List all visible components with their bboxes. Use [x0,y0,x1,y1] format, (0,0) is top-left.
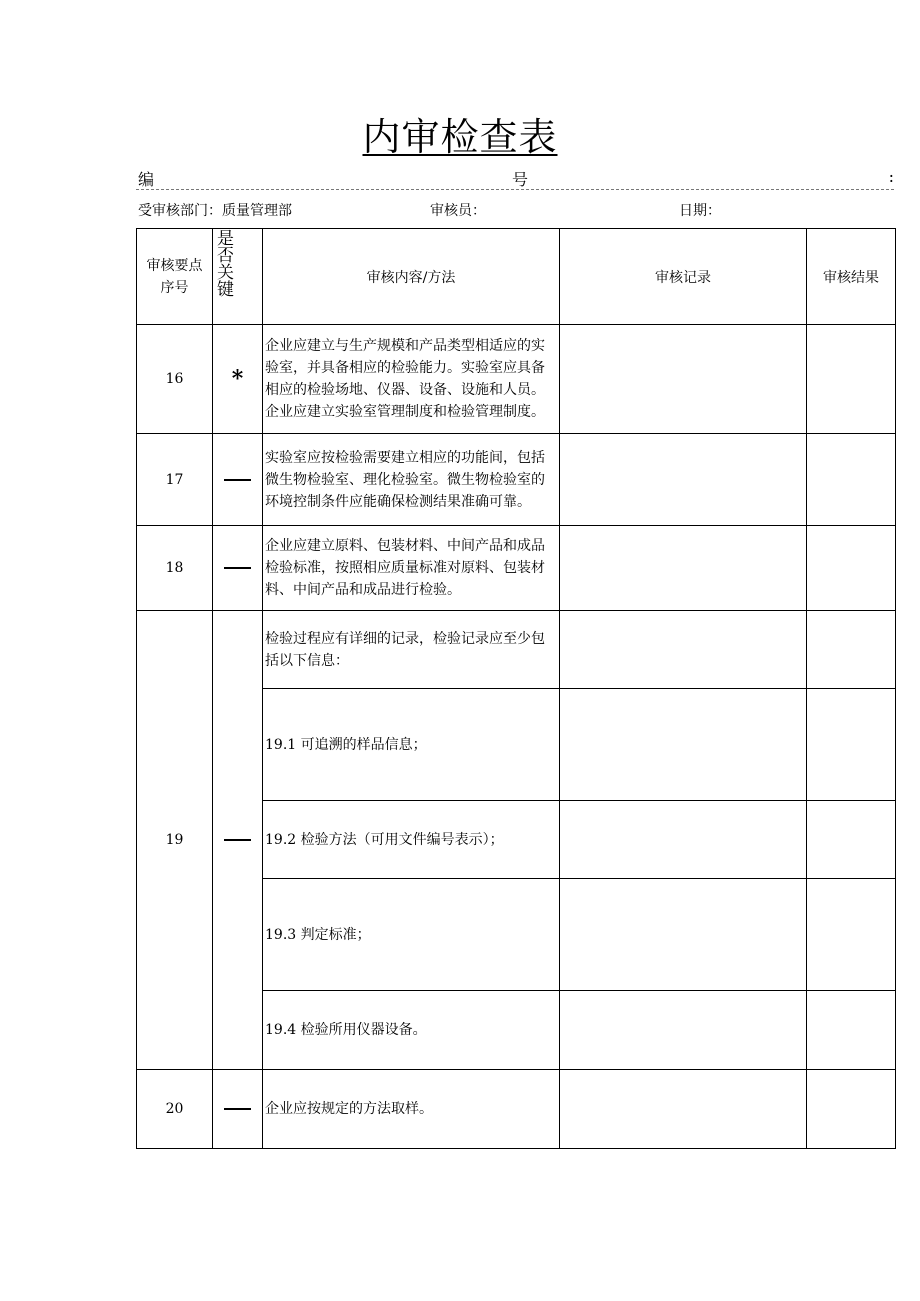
number-label-colon: : [888,167,894,186]
result-cell[interactable] [807,1070,896,1149]
audit-checklist-table [136,228,896,1149]
key-dash-mark [213,526,263,611]
header-seq: 审核要点序号 [137,229,213,325]
key-star-mark: * [213,325,263,434]
record-cell[interactable] [560,526,807,611]
record-cell[interactable] [560,689,807,801]
result-cell[interactable] [807,526,896,611]
document-title: 内审检查表 [362,115,558,159]
key-dash-mark [213,611,263,1070]
header-result: 审核结果 [807,229,896,325]
result-cell[interactable] [807,434,896,526]
subrow-content: 19.1 可追溯的样品信息； [263,689,560,801]
audited-department: 受审核部门：质量管理部 [138,203,292,219]
key-dash-mark [213,434,263,526]
record-cell[interactable] [560,1070,807,1149]
table-row [137,1070,896,1149]
subrow-content: 19.3 判定标准； [263,879,560,991]
record-cell[interactable] [560,434,807,526]
key-dash-mark [213,1070,263,1149]
header-key: 是否关键 [213,229,263,325]
result-cell[interactable] [807,879,896,991]
row-seq: 20 [137,1070,213,1149]
header-record: 审核记录 [560,229,807,325]
result-cell[interactable] [807,991,896,1070]
document-number-row [136,167,894,190]
row-content: 实验室应按检验需要建立相应的功能间，包括微生物检验室、理化检验室。微生物检验室的环境控制条件应能确保检测结果准确可靠。 [263,434,560,526]
row-seq: 18 [137,526,213,611]
table-header-row [137,229,896,325]
table-row [137,434,896,526]
table-row [137,526,896,611]
subrow-content: 19.2 检验方法（可用文件编号表示）； [263,801,560,879]
date-label: 日期： [679,203,721,219]
audit-info-row [136,198,894,220]
subrow-content: 19.4 检验所用仪器设备。 [263,991,560,1070]
header-content: 审核内容/方法 [263,229,560,325]
result-cell[interactable] [807,689,896,801]
record-cell[interactable] [560,801,807,879]
number-label-left: 编 [138,170,155,189]
row-content: 企业应建立与生产规模和产品类型相适应的实验室，并具备相应的检验能力。实验室应具备相应的检验场地、仪器、设备、设施和人员。企业应建立实验室管理制度和检验管理制度。 [263,325,560,434]
table-row [137,325,896,434]
row-content: 检验过程应有详细的记录，检验记录应至少包括以下信息： [263,611,560,689]
record-cell[interactable] [560,879,807,991]
record-cell[interactable] [560,325,807,434]
row-content: 企业应建立原料、包装材料、中间产品和成品检验标准，按照相应质量标准对原料、包装材料、中间产品和成品进行检验。 [263,526,560,611]
record-cell[interactable] [560,611,807,689]
number-label-middle: 号 [512,170,529,189]
result-cell[interactable] [807,325,896,434]
row-content: 企业应按规定的方法取样。 [263,1070,560,1149]
record-cell[interactable] [560,991,807,1070]
result-cell[interactable] [807,801,896,879]
row-seq: 16 [137,325,213,434]
row-seq: 17 [137,434,213,526]
row-seq: 19 [137,611,213,1070]
auditor-label: 审核员： [430,203,486,219]
result-cell[interactable] [807,611,896,689]
table-row [137,611,896,689]
